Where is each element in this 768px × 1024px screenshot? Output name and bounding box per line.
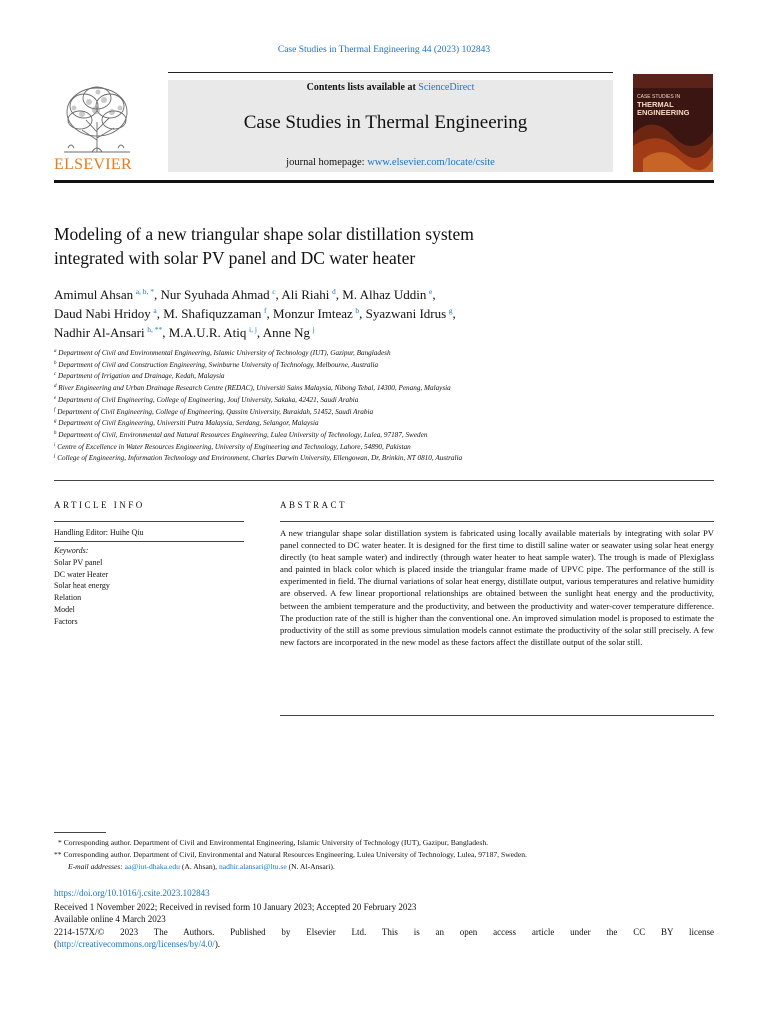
affiliation-key: h [54, 430, 57, 436]
author-name[interactable]: Daud Nabi Hridoy [54, 306, 151, 321]
affiliation-item [54, 453, 714, 465]
affiliation-item [54, 348, 714, 360]
abstract-rule [280, 521, 714, 522]
license-link[interactable]: http://creativecommons.org/licenses/by/4.0/ [57, 938, 215, 949]
affiliation-key: i [54, 442, 56, 448]
affiliation-key: j [54, 454, 56, 460]
cover-title-line: THERMAL [637, 100, 674, 109]
journal-title: Case Studies in Thermal Engineering [243, 112, 528, 133]
affiliation-key: g [54, 419, 57, 425]
article-title [54, 222, 654, 270]
author-name[interactable]: Ali Riahi [281, 287, 330, 302]
affiliation-item [54, 442, 714, 454]
author-sep: , [266, 306, 274, 321]
journal-homepage-link[interactable]: www.elsevier.com/locate/csite [367, 157, 495, 168]
article-info-rule [54, 521, 244, 522]
affiliation-key: b [54, 360, 57, 366]
header-thick-rule [54, 180, 714, 183]
author-affil-marks[interactable]: i, j [249, 325, 257, 334]
email-owner: (N. Al-Ansari). [286, 862, 335, 871]
affiliation-text: Department of Civil Engineering, Universiti Putra Malaysia, Serdang, Selangor, Malaysia [58, 419, 319, 428]
email-label: E-mail addresses: [68, 862, 125, 871]
keywords-heading: Keywords: [54, 546, 89, 555]
author-sep: , [156, 306, 164, 321]
affiliation-key: c [54, 372, 57, 378]
abstract-text: A new triangular shape solar distillation system is fabricated using locally available materials by integrating with solar PV panel connected to DC water heater. It is designed for the first time to distill saline water or seawater using solar heat energy directly (to heat sample water) and indirectly (through water heater to heat sample water). The trough is made of Plexiglass and painted in black color which is placed inside the triangular frame made of UPVC pipe. The performance of the still is experimented in field. The diurnal variations of solar heat energy, distillate output, various temperatures and relative humidity are observed. A few linear proportional relationships are obtained between the sunlight heat energy and the productivity, between the ambient temperature and the productivity, and between the productivity and water-cover temperature difference. The production rate of the still is higher than the conventional one. An improved simulation model is proposed to estimate the productivity of the still as some previous simulation models cannot estimate the productivity of the solar still precisely. A few new factors are incorporated in the new model as these factors affect the distillate output of the solar still. [280, 528, 714, 647]
cover-title [637, 94, 709, 117]
affiliation-text: Department of Irrigation and Drainage, Kedah, Malaysia [58, 372, 225, 381]
affiliation-key: d [54, 384, 57, 390]
author-affil-marks[interactable]: c [272, 287, 276, 296]
author-line [54, 285, 694, 304]
homepage-prefix: journal homepage: [286, 157, 368, 168]
keyword-item: Factors [54, 616, 78, 626]
license-link-line [54, 938, 714, 950]
email-owner: (A. Ahsan), [179, 862, 219, 871]
online-date: Available online 4 March 2023 [54, 914, 166, 925]
affiliation-item [54, 418, 714, 430]
keyword-item: DC water Heater [54, 569, 109, 579]
author-name[interactable]: M. Shafiquzzaman [163, 306, 262, 321]
section-divider [54, 480, 714, 481]
abstract-rule [280, 715, 714, 716]
author-line [54, 304, 694, 323]
author-sep: , [256, 325, 263, 340]
keyword-item: Relation [54, 593, 82, 603]
author-line [54, 323, 694, 342]
author-name[interactable]: Amimul Ahsan [54, 287, 134, 302]
footnotes [54, 837, 714, 873]
cover-title-line: ENGINEERING [637, 108, 690, 117]
article-info-heading: ARTICLE INFO [54, 500, 145, 510]
journal-citation[interactable]: Case Studies in Thermal Engineering 44 (2023) 102843 [277, 45, 491, 55]
article-title-line: Modeling of a new triangular shape solar distillation system [54, 224, 474, 244]
cover-title-line: CASE STUDIES IN [637, 94, 681, 100]
affiliation-text: Department of Civil Engineering, College of Engineering, Qassim University, Buraidah, 51452, Saudi Arabia [57, 407, 374, 416]
author-name[interactable]: Nadhir Al-Ansari [54, 325, 145, 340]
author-sep: , [275, 287, 282, 302]
corresponding-author-note: ** Corresponding author. Department of Civil, Environmental and Natural Resources Engineering, Lulea University of Technology, Lulea, 97187, Sweden. [54, 850, 527, 859]
affiliation-item [54, 430, 714, 442]
keyword-item: Model [54, 604, 75, 614]
affiliation-text: Department of Civil Engineering, College of Engineering, Jouf University, Sakaka, 42421, Saudi Arabia [58, 395, 359, 404]
email-link[interactable]: aa@iut-dhaka.edu [124, 862, 180, 871]
affiliation-item [54, 383, 714, 395]
author-name[interactable]: M. Alhaz Uddin [342, 287, 427, 302]
email-link[interactable]: nadhir.alansari@ltu.se [218, 862, 287, 871]
author-affil-marks[interactable]: d [331, 287, 336, 296]
affiliation-key: a [54, 349, 57, 354]
author-affil-marks[interactable]: a [153, 306, 157, 315]
keyword-item: Solar heat energy [54, 581, 110, 591]
email-addresses [54, 861, 714, 873]
author-sep: , [162, 325, 169, 340]
license-statement: 2214-157X/© 2023 The Authors. Published by Elsevier Ltd. This is an open access article under the CC BY license [54, 926, 714, 937]
author-affil-marks[interactable]: a, b, * [135, 287, 155, 296]
author-name[interactable]: Monzur Imteaz [273, 306, 353, 321]
article-title-line: integrated with solar PV panel and DC water heater [54, 248, 416, 268]
author-affil-marks[interactable]: b [355, 306, 360, 315]
contents-lists-line [168, 82, 613, 93]
author-list [54, 285, 694, 342]
affiliation-key: e [54, 395, 57, 401]
affiliation-item [54, 395, 714, 407]
article-info-rule [54, 541, 244, 542]
received-dates: Received 1 November 2022; Received in revised form 10 January 2023; Accepted 20 February 2023 [54, 902, 417, 912]
affiliation-item [54, 371, 714, 383]
license-paren: ). [214, 938, 221, 949]
affiliation-text: River Engineering and Urban Drainage Research Centre (REDAC), Universiti Sains Malaysia, Nibong Tebal, 14300, Penang, Malaysia [58, 384, 451, 393]
corresponding-author-note: * Corresponding author. Department of Civil and Environmental Engineering, Islamic University of Technology (IUT), Gazipur, Bangladesh. [58, 838, 489, 847]
author-affil-marks[interactable]: e [428, 287, 433, 296]
affiliation-text: Centre of Excellence in Water Resources Engineering, University of Engineering and Technology, Lahore, 54890, Pakistan [57, 442, 411, 451]
affiliation-item [54, 360, 714, 372]
handling-editor: Handling Editor: Huihe Qiu [54, 528, 144, 537]
affiliation-item [54, 407, 714, 419]
author-name[interactable]: Syazwani Idrus [365, 306, 447, 321]
journal-homepage-line [168, 157, 613, 168]
author-name[interactable]: Anne Ng [262, 325, 311, 340]
author-sep: , [335, 287, 343, 302]
elsevier-wordmark[interactable]: ELSEVIER [54, 156, 132, 173]
affiliation-text: College of Engineering, Information Technology and Environment, Charles Darwin University, Ellengowan, Dr, Brinkin, NT 0810, Australia [57, 454, 463, 463]
author-sep: , [154, 287, 161, 302]
author-name[interactable]: M.A.U.R. Atiq [168, 325, 247, 340]
author-sep: , [452, 306, 456, 321]
journal-cover-image[interactable] [633, 74, 713, 172]
author-sep: , [432, 287, 436, 302]
affiliation-list [54, 348, 714, 465]
author-affil-marks[interactable]: j [312, 325, 315, 334]
footnote-rule [54, 832, 106, 833]
author-affil-marks[interactable]: f [264, 306, 267, 315]
contents-prefix: Contents lists available at [306, 82, 419, 93]
keyword-list [54, 545, 110, 628]
abstract-heading: ABSTRACT [280, 500, 348, 510]
affiliation-text: Department of Civil and Construction Engineering, Swinburne University of Technology, Melbourne, Australia [58, 360, 379, 369]
author-affil-marks[interactable]: g [448, 306, 453, 315]
license-paren: ( [54, 938, 57, 949]
author-name[interactable]: Nur Syuhada Ahmad [160, 287, 270, 302]
cover-artwork-icon [633, 74, 713, 172]
header-rule [168, 72, 613, 73]
doi-link[interactable]: https://doi.org/10.1016/j.csite.2023.102843 [54, 888, 210, 898]
affiliation-text: Department of Civil and Environmental Engineering, Islamic University of Technology (IUT), Gazipur, Bangladesh [58, 349, 391, 357]
sciencedirect-link[interactable]: ScienceDirect [418, 82, 475, 93]
author-sep: , [359, 306, 366, 321]
article-dates [54, 901, 714, 950]
keyword-item: Solar PV panel [54, 557, 103, 567]
affiliation-text: Department of Civil, Environmental and Natural Resources Engineering, Lulea University of Technology, Lulea, 97187, Sweden [58, 430, 428, 439]
affiliation-key: f [54, 407, 56, 413]
author-affil-marks[interactable]: h, ** [147, 325, 163, 334]
